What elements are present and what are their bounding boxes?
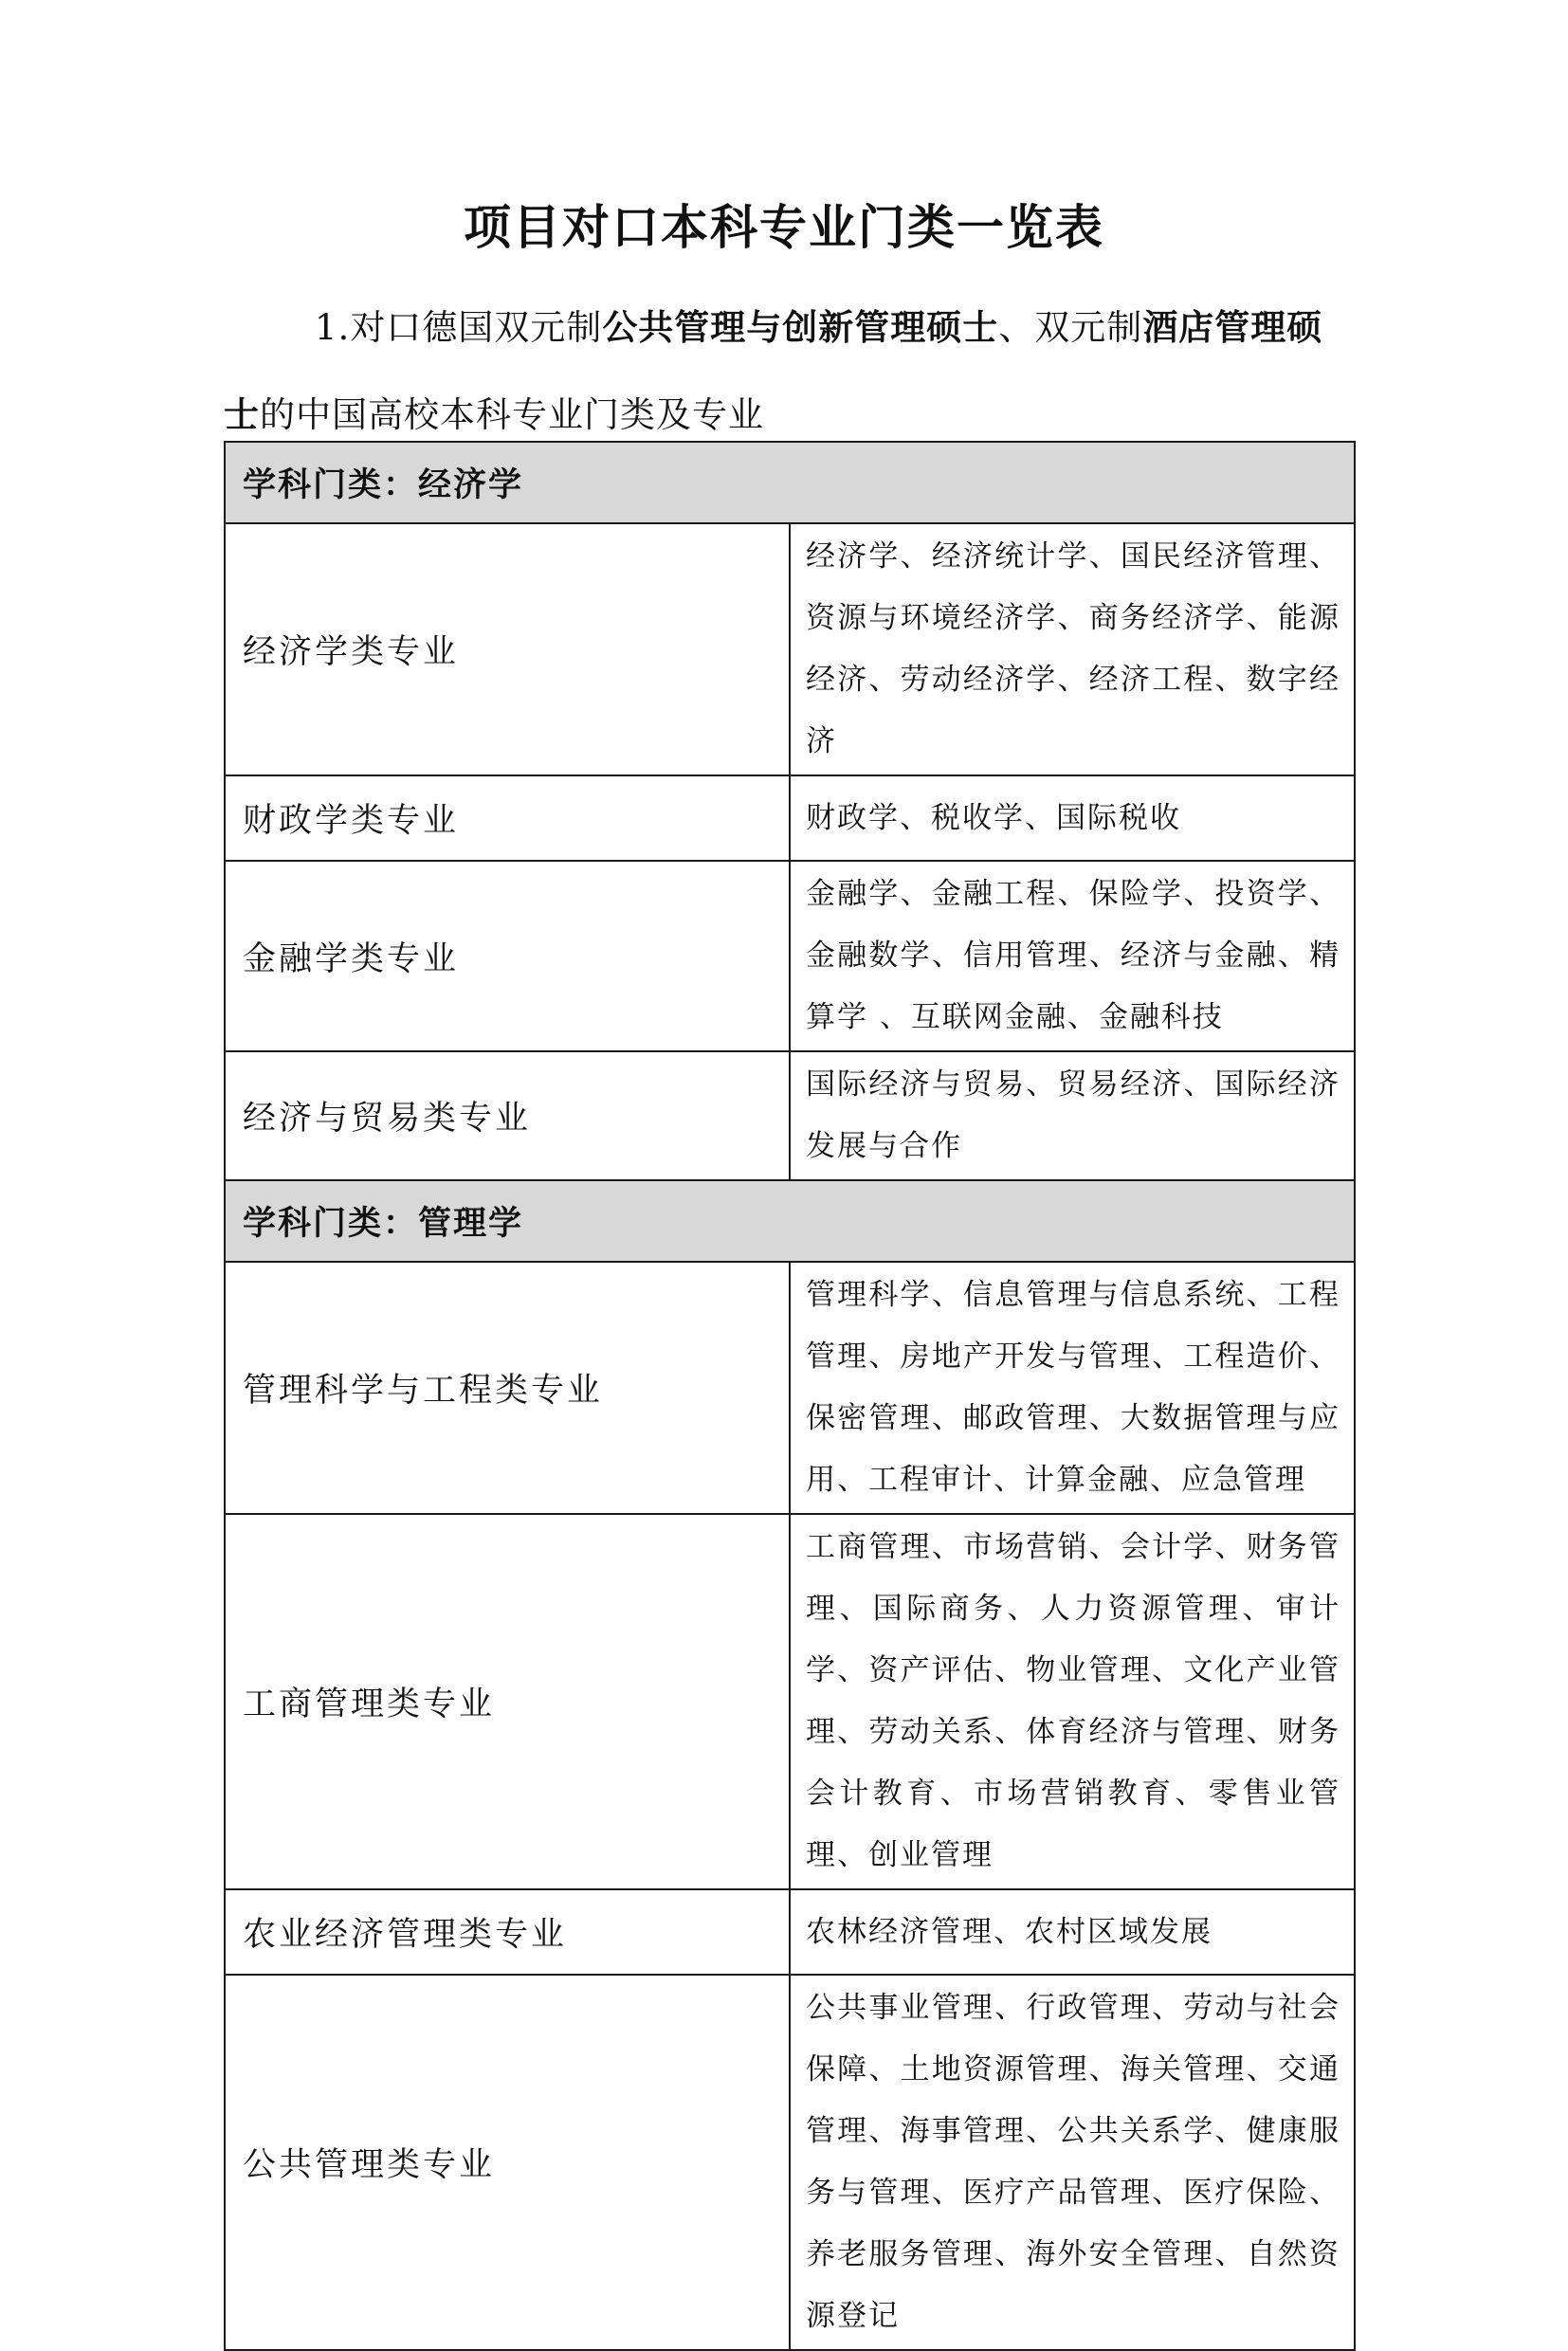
class-majors: 工商管理、市场营销、会计学、财务管理、国际商务、人力资源管理、审计学、资产评估、物业管理、文化产业管理、劳动关系、体育经济与管理、财务会计教育、市场营销教育、零售业管理、创业管理 [790, 1514, 1355, 1889]
intro-number: 1. [315, 307, 351, 348]
category-economics: 学科门类：经济学 [225, 442, 1355, 523]
category-management: 学科门类：管理学 [225, 1180, 1355, 1262]
category-row [225, 442, 1355, 523]
table-row [225, 1514, 1355, 1889]
intro-text-2: 、双元制 [998, 307, 1143, 348]
class-majors: 公共事业管理、行政管理、劳动与社会保障、土地资源管理、海关管理、交通管理、海事管理、公共关系学、健康服务与管理、医疗产品管理、医疗保险、养老服务管理、海外安全管理、自然资源登记 [790, 1975, 1355, 2350]
class-majors: 财政学、税收学、国际税收 [790, 775, 1355, 861]
class-name: 管理科学与工程类专业 [225, 1262, 790, 1514]
class-name: 金融学类专业 [225, 861, 790, 1051]
class-name: 经济与贸易类专业 [225, 1051, 790, 1180]
class-name: 经济学类专业 [225, 523, 790, 775]
table-row [225, 523, 1355, 775]
class-name: 财政学类专业 [225, 775, 790, 861]
class-majors: 金融学、金融工程、保险学、投资学、金融数学、信用管理、经济与金融、精算学 、互联网金融、金融科技 [790, 861, 1355, 1051]
class-majors: 管理科学、信息管理与信息系统、工程管理、房地产开发与管理、工程造价、保密管理、邮政管理、大数据管理与应用、工程审计、计算金融、应急管理 [790, 1262, 1355, 1514]
class-name: 公共管理类专业 [225, 1975, 790, 2350]
page-title: 项目对口本科专业门类一览表 [464, 199, 1104, 255]
table-row [225, 775, 1355, 861]
table-row [225, 1051, 1355, 1180]
table-row [225, 1889, 1355, 1975]
program-public-management: 公共管理与创新管理硕士 [602, 307, 999, 348]
class-majors: 农林经济管理、农村区域发展 [790, 1889, 1355, 1975]
class-majors: 国际经济与贸易、贸易经济、国际经济发展与合作 [790, 1051, 1355, 1180]
intro-paragraph [224, 284, 1348, 459]
majors-table [224, 441, 1356, 2351]
class-majors: 经济学、经济统计学、国民经济管理、资源与环境经济学、商务经济学、能源经济、劳动经济学、经济工程、数字经济 [790, 523, 1355, 775]
table-row [225, 1262, 1355, 1514]
program-hotel-management: 酒店管理硕士 [224, 307, 1323, 435]
table-row [225, 861, 1355, 1051]
category-row [225, 1180, 1355, 1262]
intro-text-1: 对口德国双元制 [350, 307, 603, 348]
intro-text-3: 的中国高校本科专业门类及专业 [260, 394, 764, 435]
class-name: 农业经济管理类专业 [225, 1889, 790, 1975]
table-row [225, 1975, 1355, 2350]
class-name: 工商管理类专业 [225, 1514, 790, 1889]
